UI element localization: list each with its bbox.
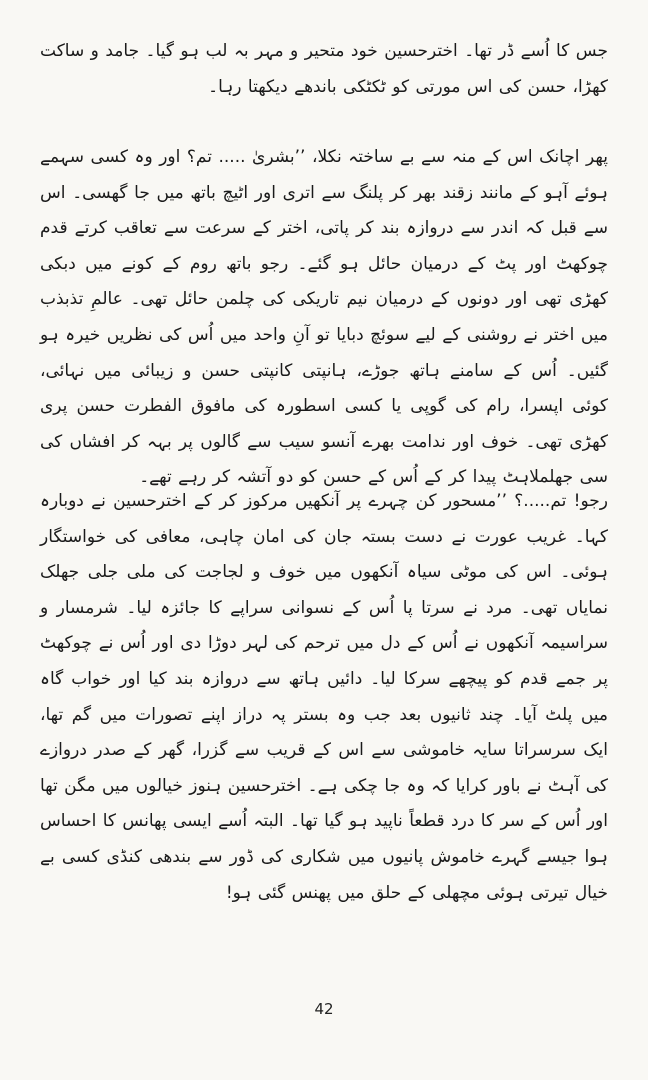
paragraph-1: [40, 34, 608, 105]
paragraph-2: [40, 140, 608, 496]
paragraph-3: [40, 484, 608, 911]
paragraph-1-text: جس کا اُسے ڈر تھا۔ اخترحسین خود متحیر و مہر بہ لب ہو گیا۔ جامد و ساکت کھڑا، حسن کی اس مورتی کو ٹکٹکی باندھے دیکھتا رہا۔: [40, 41, 608, 97]
page-number: 42: [314, 1000, 334, 1018]
paragraph-3-text: رجو! تم.....؟ ’’مسحور کن چہرے پر آنکھیں مرکوز کر کے اخترحسین نے دوبارہ کہا۔ غریب عورت نے دست بستہ جان کی امان چاہی، معافی کی خواستگار ہوئی۔ اس کی موٹی سیاہ آنکھوں میں خوف و لجاجت کی ملی جلی جھلک نمایاں تھی۔ مرد نے سرتا پا اُس کے نسوانی سراپے کا جائزہ لیا۔ شرمسار و سراسیمہ آنکھوں نے اُس کے دل میں ترحم کی لہر دوڑا دی اور اُس نے چوکھٹ پر جمے قدم کو پیچھے سرکا لیا۔ دائیں ہاتھ سے دروازہ بند کیا اور خواب گاہ میں پلٹ آیا۔ چند ثانیوں بعد جب وہ بستر پہ دراز اپنے تصورات میں گم تھا، ایک سرسراتا سایہ خاموشی سے اس کے قریب سے گزرا، گھر کے صدر دروازے کی آہٹ نے باور کرایا کہ وہ جا چکی ہے۔ اخترحسین ہنوز خیالوں میں مگن تھا اور اُس کے سر کا درد قطعاً ناپید ہو گیا تھا۔ البتہ اُسے ایسی پھانس کا احساس ہوا جیسے گہرے خاموش پانیوں میں شکاری کی ڈور سے بندھی کنڈی کسی بے خیال تیرتی ہوئی مچھلی کے حلق میں پھنس گئی ہو!: [40, 491, 608, 903]
paragraph-2-text: پھر اچانک اس کے منہ سے بے ساختہ نکلا، ’’بشریٰ ..... تم؟ اور وہ کسی سہمے ہوئے آہو کے مانند زقند بھر کر پلنگ سے اتری اور اٹیچ باتھ میں جا گھسی۔ اس سے قبل کہ اندر سے دروازہ بند کر پاتی، اختر کے سرعت سے تعاقب کرتے قدم چوکھٹ اور پٹ کے درمیان حائل ہو گئے۔ رجو باتھ روم کے کونے میں دبکی کھڑی تھی اور دونوں کے درمیان نیم تاریکی کی چلمن حائل تھی۔ عالمِ تذبذب میں اختر نے روشنی کے لیے سوئچ دبایا تو آنِ واحد میں اُس کی نظریں خیرہ ہو گئیں۔ اُس کے سامنے ہاتھ جوڑے، ہانپتی کانپتی حسن و زیبائی میں نہائی، کوئی اپسرا، رام کی گوپی یا کسی اسطورہ کی مافوق الفطرت حسن پری کھڑی تھی۔ خوف اور ندامت بھرے آنسو سیب سے گالوں پر بہہ کر افشاں کی سی جھلملاہٹ پیدا کر کے اُس کے حسن کو دو آتشہ کر رہے تھے۔: [40, 147, 608, 488]
